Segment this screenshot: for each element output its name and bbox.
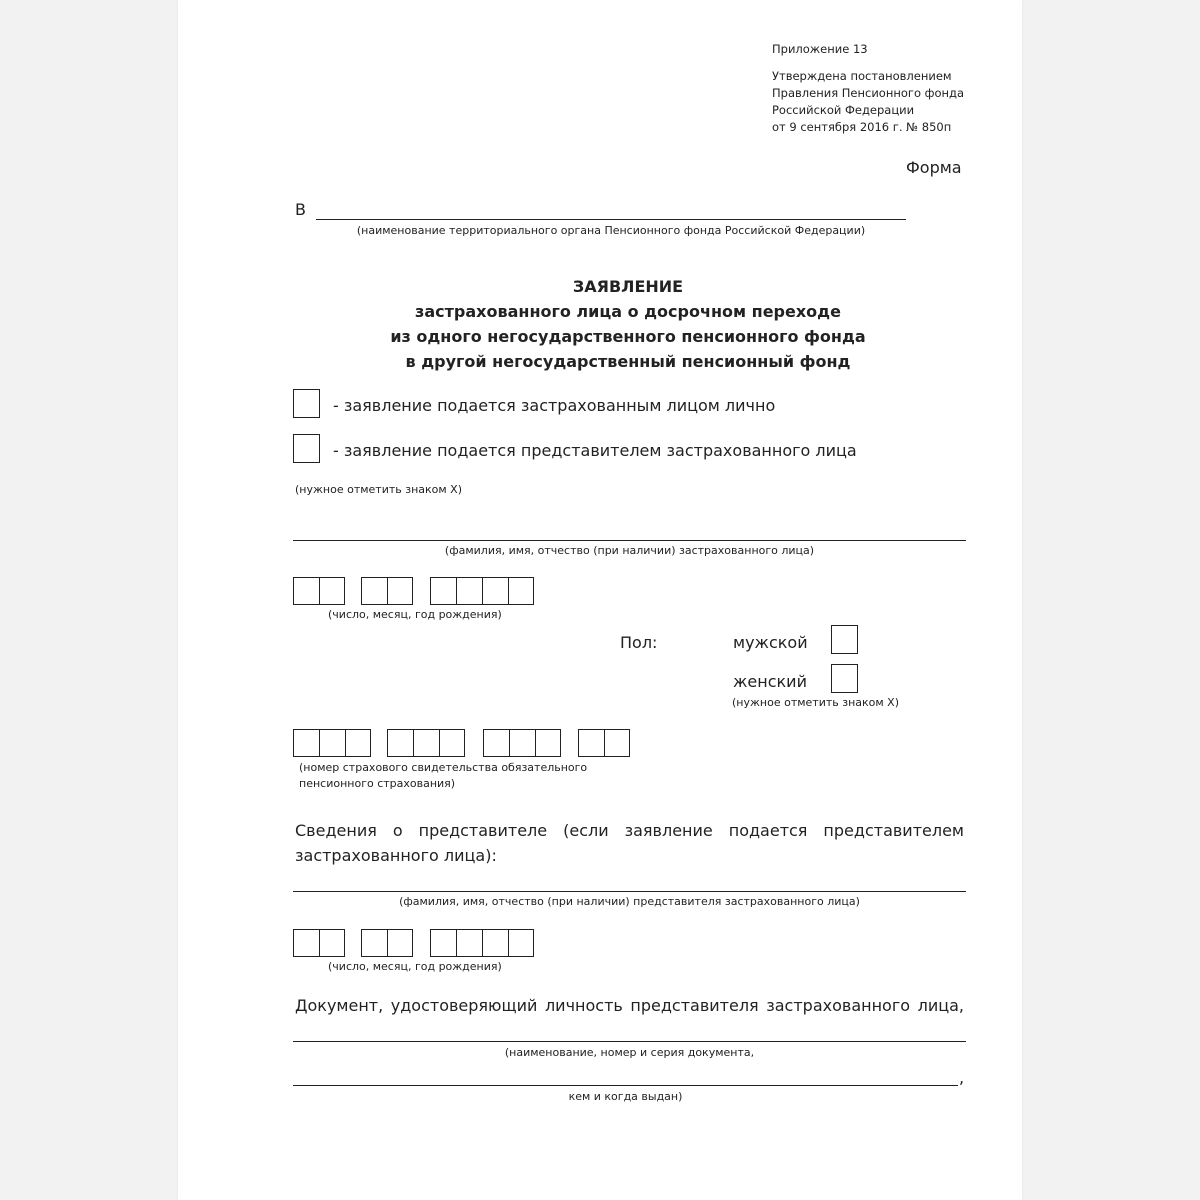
digit-cell[interactable]: [387, 577, 413, 605]
digit-cell[interactable]: [456, 929, 482, 957]
representative-name-line[interactable]: [293, 891, 966, 892]
digit-cell[interactable]: [293, 577, 319, 605]
snils-caption: [299, 760, 587, 792]
appendix-label: Приложение 13: [772, 42, 868, 56]
digit-cell[interactable]: [482, 929, 508, 957]
mark-note: (нужное отметить знаком Х): [295, 483, 463, 496]
digit-cell[interactable]: [456, 577, 482, 605]
digit-cell[interactable]: [482, 577, 508, 605]
birth-month-cells[interactable]: [361, 577, 413, 605]
rep-birth-month-cells[interactable]: [361, 929, 413, 957]
female-checkbox[interactable]: [831, 664, 858, 693]
document-comma: ,: [959, 1068, 965, 1087]
birth-day-cells[interactable]: [293, 577, 345, 605]
snils-group-4[interactable]: [578, 729, 630, 757]
digit-cell[interactable]: [483, 729, 509, 757]
male-checkbox[interactable]: [831, 625, 858, 654]
digit-cell[interactable]: [319, 929, 345, 957]
digit-cell[interactable]: [361, 929, 387, 957]
rep-birth-year-cells[interactable]: [430, 929, 534, 957]
insured-name-caption: (фамилия, имя, отчество (при наличии) застрахованного лица): [444, 544, 815, 557]
personal-submission-label: - заявление подается застрахованным лицом лично: [333, 396, 776, 415]
representative-submission-checkbox[interactable]: [293, 434, 320, 463]
representative-submission-label: - заявление подается представителем застрахованного лица: [333, 441, 857, 460]
digit-cell[interactable]: [535, 729, 561, 757]
digit-cell[interactable]: [508, 577, 534, 605]
digit-cell[interactable]: [508, 929, 534, 957]
birth-year-cells[interactable]: [430, 577, 534, 605]
approval-line: Утверждена постановлением: [772, 69, 952, 83]
birth-date-caption: (число, месяц, год рождения): [328, 608, 502, 621]
addressee-caption: (наименование территориального органа Пенсионного фонда Российской Федерации): [356, 224, 866, 237]
document-title: [308, 274, 948, 374]
sex-note: (нужное отметить знаком Х): [732, 696, 900, 709]
representative-intro-line-1: Сведения о представителе (если заявление подается представителем: [295, 821, 964, 840]
digit-cell[interactable]: [293, 929, 319, 957]
sex-label: Пол:: [620, 633, 658, 652]
document-intro: Документ, удостоверяющий личность представителя застрахованного лица,: [295, 996, 964, 1015]
digit-cell[interactable]: [578, 729, 604, 757]
digit-cell[interactable]: [604, 729, 630, 757]
digit-cell[interactable]: [430, 929, 456, 957]
digit-cell[interactable]: [413, 729, 439, 757]
digit-cell[interactable]: [319, 729, 345, 757]
digit-cell[interactable]: [387, 929, 413, 957]
female-label: женский: [733, 672, 807, 691]
approval-block: [772, 68, 964, 136]
snils-group-1[interactable]: [293, 729, 371, 757]
rep-birth-day-cells[interactable]: [293, 929, 345, 957]
digit-cell[interactable]: [509, 729, 535, 757]
document-caption-1: (наименование, номер и серия документа,: [504, 1046, 755, 1059]
representative-name-caption: (фамилия, имя, отчество (при наличии) представителя застрахованного лица): [399, 895, 860, 908]
addressee-prefix: В: [295, 200, 306, 219]
male-label: мужской: [733, 633, 808, 652]
title-line: застрахованного лица о досрочном переходе: [415, 302, 841, 321]
document-caption-2: кем и когда выдан): [568, 1090, 683, 1103]
insured-name-line[interactable]: [293, 540, 966, 541]
digit-cell[interactable]: [430, 577, 456, 605]
snils-group-2[interactable]: [387, 729, 465, 757]
digit-cell[interactable]: [345, 729, 371, 757]
snils-caption-line: пенсионного страхования): [299, 777, 456, 790]
digit-cell[interactable]: [361, 577, 387, 605]
addressee-line[interactable]: [316, 219, 906, 220]
digit-cell[interactable]: [387, 729, 413, 757]
approval-line: Правления Пенсионного фонда: [772, 86, 965, 100]
approval-line: от 9 сентября 2016 г. № 850п: [772, 120, 952, 134]
title-line: из одного негосударственного пенсионного фонда: [390, 327, 866, 346]
form-page: [178, 0, 1022, 1200]
digit-cell[interactable]: [319, 577, 345, 605]
digit-cell[interactable]: [439, 729, 465, 757]
title-heading: ЗАЯВЛЕНИЕ: [572, 277, 684, 296]
approval-line: Российской Федерации: [772, 103, 915, 117]
personal-submission-checkbox[interactable]: [293, 389, 320, 418]
title-line: в другой негосударственный пенсионный фонд: [405, 352, 851, 371]
snils-caption-line: (номер страхового свидетельства обязательного: [299, 761, 588, 774]
digit-cell[interactable]: [293, 729, 319, 757]
document-line-1[interactable]: [293, 1041, 966, 1042]
form-label: Форма: [906, 158, 962, 177]
representative-intro-line-2: застрахованного лица):: [295, 846, 497, 865]
document-line-2[interactable]: [293, 1085, 958, 1086]
snils-group-3[interactable]: [483, 729, 561, 757]
rep-birth-date-caption: (число, месяц, год рождения): [328, 960, 502, 973]
